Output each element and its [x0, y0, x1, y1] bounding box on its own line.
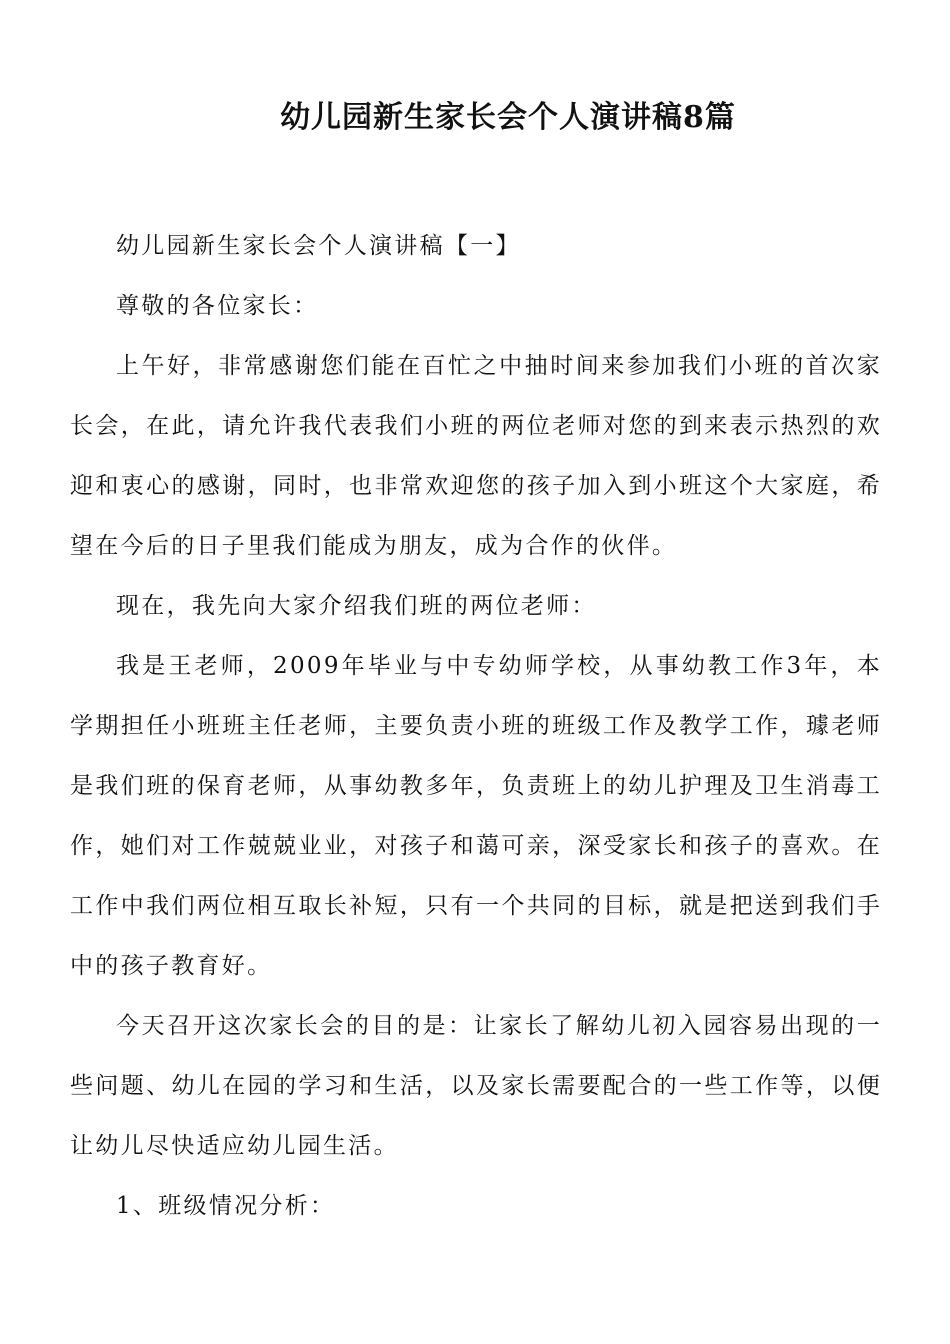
paragraph-teacher-bio: 我是王老师，2009年毕业与中专幼师学校，从事幼教工作3年，本学期担任小班班主任老师，主要负责小班的班级工作及教学工作，璩老师是我们班的保育老师，从事幼教多年，负责班上的幼儿护理及卫生消毒工作，她们对工作兢兢业业，对孩子和蔼可亲，深受家长和孩子的喜欢。在工作中我们两位相互取长补短，只有一个共同的目标，就是把送到我们手中的孩子教育好。 — [70, 653, 882, 979]
section-heading: 幼儿园新生家长会个人演讲稿【一】 — [116, 233, 521, 259]
document-title: 幼儿园新生家长会个人演讲稿8篇 — [280, 100, 736, 135]
paragraph-meeting-purpose: 今天召开这次家长会的目的是：让家长了解幼儿初入园容易出现的一些问题、幼儿在园的学习和生活，以及家长需要配合的一些工作等，以便让幼儿尽快适应幼儿园生活。 — [70, 1013, 882, 1159]
paragraph-class-analysis: 1、班级情况分析： — [116, 1193, 336, 1219]
salutation: 尊敬的各位家长： — [116, 293, 319, 319]
paragraph-greeting: 上午好，非常感谢您们能在百忙之中抽时间来参加我们小班的首次家长会，在此，请允许我代表我们小班的两位老师对您的到来表示热烈的欢迎和衷心的感谢，同时，也非常欢迎您的孩子加入到小班这个大家庭，希望在今后的日子里我们能成为朋友，成为合作的伙伴。 — [70, 353, 882, 559]
document-body — [70, 216, 882, 1236]
paragraph-intro-teachers: 现在，我先向大家介绍我们班的两位老师： — [116, 593, 597, 619]
